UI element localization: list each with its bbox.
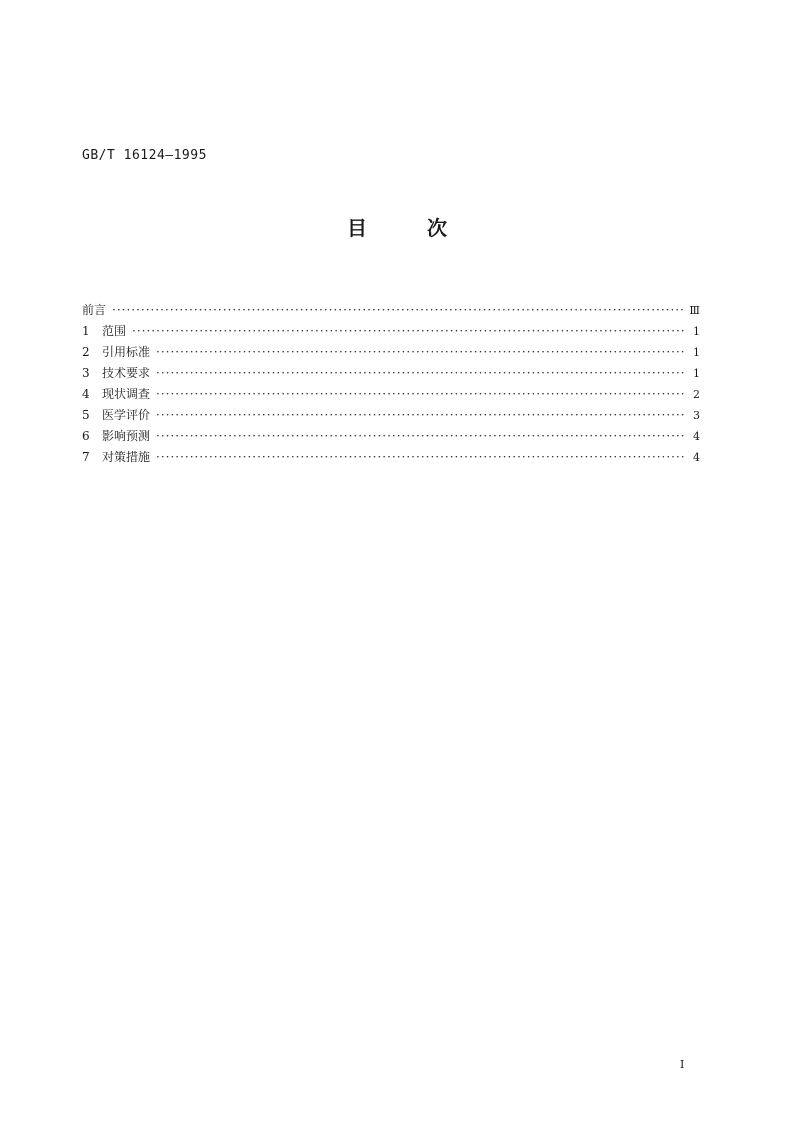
toc-entry-label: 影响预测 (102, 429, 151, 443)
title-char-2: 次 (427, 216, 447, 240)
toc-entry-page: 4 (693, 430, 700, 443)
toc-entry-page: 3 (693, 409, 700, 422)
toc-entry-number: 4 (82, 387, 90, 401)
toc-entry-number: 6 (82, 429, 90, 443)
toc-leader-dots (156, 342, 686, 363)
toc-entry-label: 医学评价 (102, 408, 151, 422)
toc-entry-page: 4 (693, 451, 700, 464)
title-char-1: 目 (347, 216, 367, 240)
toc-entry-2[interactable] (82, 342, 700, 363)
toc-entry-label: 范围 (102, 324, 127, 338)
toc-entry-number: 7 (82, 450, 90, 464)
toc-entry-page: 1 (693, 367, 700, 380)
toc-entry-number: 2 (82, 345, 90, 359)
toc-leader-dots (156, 384, 686, 405)
toc-entry-label: 引用标准 (102, 345, 151, 359)
toc-entry-number: 1 (82, 324, 90, 338)
toc-entry-label: 现状调查 (102, 387, 151, 401)
toc-entry-4[interactable] (82, 384, 700, 405)
toc-leader-dots (132, 321, 686, 342)
toc-entry-label: 对策措施 (102, 450, 151, 464)
toc-entry-label: 技术要求 (102, 366, 151, 380)
toc-entry-3[interactable] (82, 363, 700, 384)
toc-entry-preface[interactable] (82, 300, 700, 321)
toc-entry-5[interactable] (82, 405, 700, 426)
standard-code: GB/T 16124—1995 (82, 148, 207, 163)
toc-entry-number: 3 (82, 366, 90, 380)
toc-entry-number: 5 (82, 408, 90, 422)
toc-leader-dots (156, 405, 686, 426)
toc-leader-dots (156, 426, 686, 447)
toc-entry-page: 1 (693, 325, 700, 338)
page-title (0, 212, 794, 241)
toc-entry-6[interactable] (82, 426, 700, 447)
toc-entry-label: 前言 (82, 303, 107, 317)
toc-leader-dots (156, 447, 686, 468)
toc-entry-page: 1 (693, 346, 700, 359)
toc-entry-page: Ⅲ (689, 304, 700, 317)
toc-entry-page: 2 (693, 388, 700, 401)
toc-entry-7[interactable] (82, 447, 700, 468)
table-of-contents (82, 300, 700, 468)
toc-entry-1[interactable] (82, 321, 700, 342)
toc-leader-dots (112, 300, 685, 321)
page-number: I (680, 1058, 685, 1071)
toc-leader-dots (156, 363, 686, 384)
